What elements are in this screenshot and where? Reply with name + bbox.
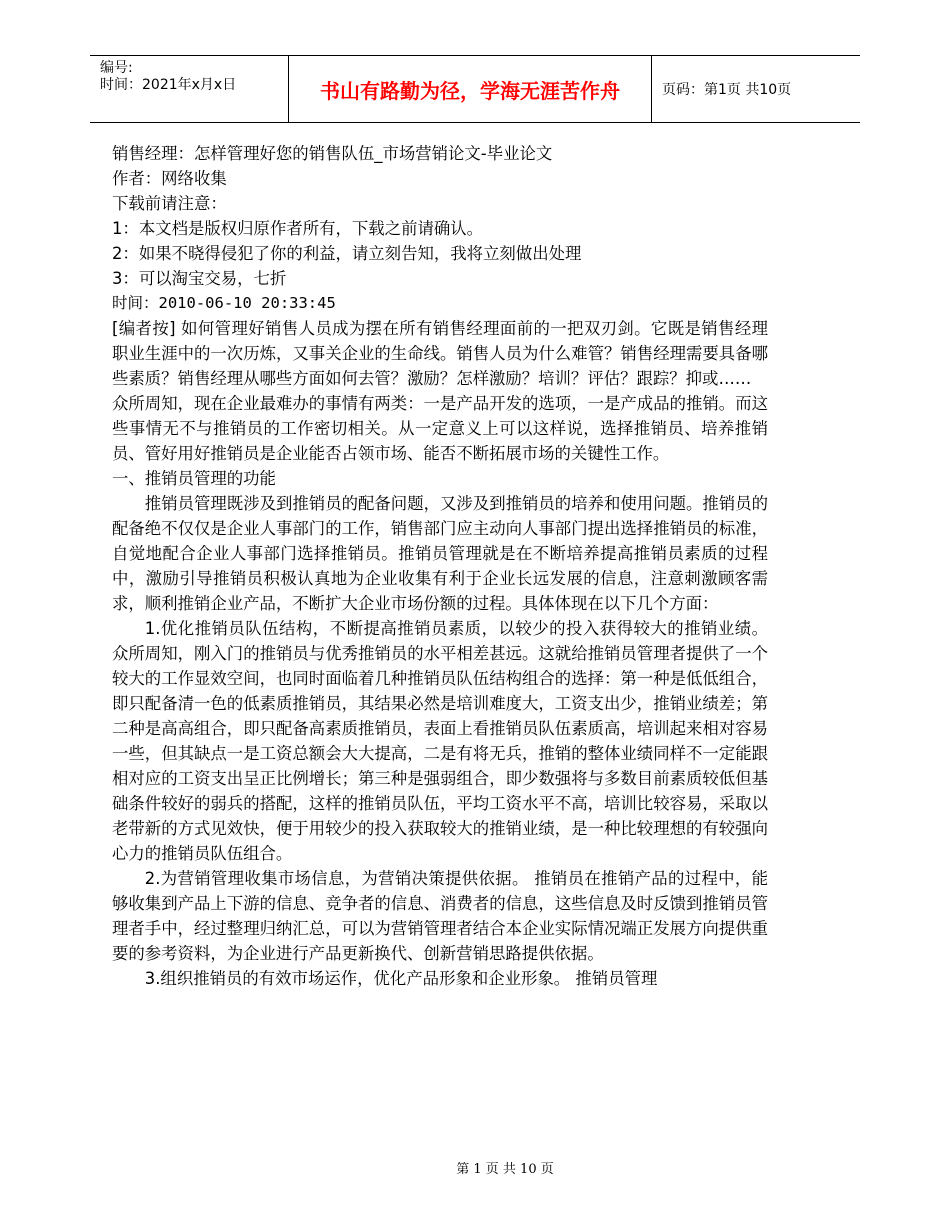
point-1-paragraph: 1.优化推销员队伍结构，不断提高推销员素质，以较少的投入获得较大的推销业绩。 众所周知，刚入门的推销员与优秀推销员的水平相差甚远。这就给推销员管理者提供了一个较大的工作显效空间，也同时面临着几种推销员队伍结构组合的选择：第一种是低低组合，即只配备清一色的低素质推销员，其结果必然是培训难度大，工资支出少，推销业绩差；第二种是高高组合，即只配备高素质推销员，表面上看推销员队伍素质高，培训起来相对容易一些，但其缺点一是工资总额会大大提高，二是有将无兵，推销的整体业绩同样不一定能跟相对应的工资支出呈正比例增长；第三种是强弱组合，即少数强将与多数目前素质较低但基础条件较好的弱兵的搭配，这样的推销员队伍，平均工资水平不高，培训比较容易，采取以老带新的方式见效快，便于用较少的投入获取较大的推销业绩，是一种比较理想的有较强向心力的推销员队伍组合。 — [112, 619, 768, 863]
section-heading: 一、推销员管理的功能 — [112, 469, 276, 488]
article-author: 作者：网络收集 — [112, 169, 227, 188]
header-page-info: 页码：第1页 共10页 — [662, 82, 792, 98]
notice-item-3: 3：可以淘宝交易，七折 — [112, 269, 287, 288]
notice-item-1: 1：本文档是版权归原作者所有，下载之前请确认。 — [112, 219, 484, 238]
header-motto: 书山有路勤为径，学海无涯苦作舟 — [288, 56, 652, 122]
point-3-paragraph: 3.组织推销员的有效市场运作，优化产品形象和企业形象。 推销员管理 — [144, 969, 658, 988]
article-body — [112, 141, 768, 991]
notice-heading: 下载前请注意： — [112, 194, 227, 213]
function-paragraph: 推销员管理既涉及到推销员的配备问题，又涉及到推销员的培养和使用问题。推销员的配备绝不仅仅是企业人事部门的工作，销售部门应主动向人事部门提出选择推销员的标准，自觉地配合企业人事部门选择推销员。推销员管理就是在不断培养提高推销员素质的过程中，激励引导推销员积极认真地为企业收集有利于企业长远发展的信息，注意刺激顾客需求，顺利推销企业产品，不断扩大企业市场份额的过程。具体体现在以下几个方面： — [112, 494, 768, 613]
header-left-cell — [90, 56, 288, 122]
point-2-paragraph: 2.为营销管理收集市场信息，为营销决策提供依据。 推销员在推销产品的过程中，能够收集到产品上下游的信息、竞争者的信息、消费者的信息，这些信息及时反馈到推销员管理者手中，经过整理归纳汇总，可以为营销管理者结合本企业实际情况端正发展方向提供重要的参考资料，为企业进行产品更新换代、创新营销思路提供依据。 — [112, 869, 768, 963]
article-datetime: 时间：2010-06-10 20:33:45 — [112, 294, 336, 312]
document-time-label: 时间：2021年x月x日 — [100, 77, 237, 93]
page-header — [90, 55, 860, 123]
editor-note-paragraph: [编者按] 如何管理好销售人员成为摆在所有销售经理面前的一把双刃剑。它既是销售经理职业生涯中的一次历炼，又事关企业的生命线。销售人员为什么难管？销售经理需要具备哪些素质？销售经理从哪些方面如何去管？激励？怎样激励？培训？评估？跟踪？抑或…… — [112, 319, 768, 388]
document-number-label: 编号: — [100, 60, 133, 76]
page-footer: 第 1 页 共 10 页 — [456, 1162, 554, 1177]
notice-item-2: 2：如果不晓得侵犯了你的利益，请立刻告知，我将立刻做出处理 — [112, 244, 582, 263]
article-title: 销售经理：怎样管理好您的销售队伍_市场营销论文-毕业论文 — [112, 144, 553, 163]
intro-paragraph: 众所周知，现在企业最难办的事情有两类：一是产品开发的选项，一是产成品的推销。而这些事情无不与推销员的工作密切相关。从一定意义上可以这样说，选择推销员、培养推销员、管好用好推销员是企业能否占领市场、能否不断拓展市场的关键性工作。 — [112, 394, 768, 463]
